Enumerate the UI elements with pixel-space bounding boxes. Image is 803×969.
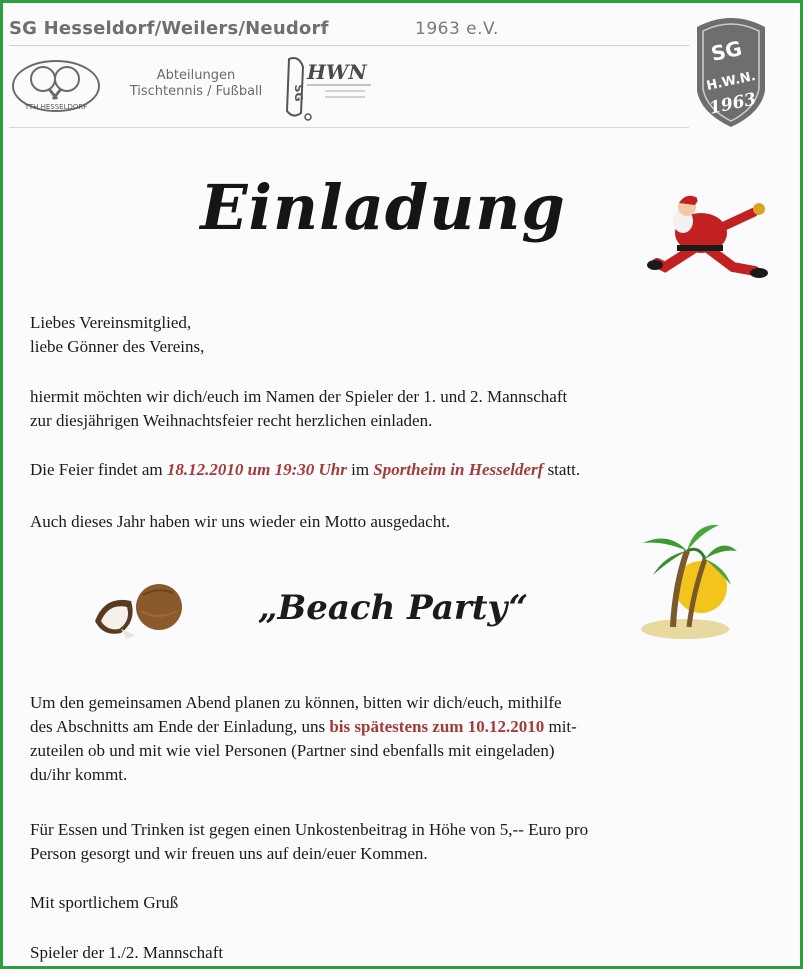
badge-hwn: H.W.N.: [705, 68, 758, 95]
intro-line1: hiermit möchten wir dich/euch im Namen der Spieler der 1. und 2. Mannschaft: [30, 387, 568, 406]
table-tennis-logo-icon: [11, 59, 103, 119]
rsvp-line3: zuteilen ob und mit wie viel Personen (Partner sind ebenfalls mit eingeladen): [30, 741, 555, 760]
santa-icon: [643, 193, 771, 293]
rsvp-line2-prefix: des Abschnitts am Ende der Einladung, uns: [30, 717, 330, 736]
greeting-line1: Liebes Vereinsmitglied,: [30, 313, 192, 332]
hwn-logo-icon: [281, 53, 377, 129]
closing: Mit sportlichem Gruß: [30, 893, 179, 912]
hwn-logo-sg: SG: [292, 84, 305, 102]
departments-line1: Abteilungen: [156, 68, 236, 83]
departments-line2: Tischtennis / Fußball: [129, 84, 263, 99]
club-badge-icon: [691, 13, 771, 135]
rsvp-line1: Um den gemeinsamen Abend planen zu können, bitten wir dich/euch, mithilfe: [30, 693, 562, 712]
rsvp-line2: [30, 715, 720, 739]
rsvp-line4: du/ihr kommt.: [30, 765, 128, 784]
event-prefix: Die Feier findet am: [30, 460, 167, 479]
header-divider-top: [9, 45, 689, 46]
event-paragraph: [30, 458, 720, 482]
page-title: Einladung: [200, 171, 566, 244]
motto-title: „Beach Party“: [257, 588, 529, 628]
costs-paragraph: [30, 818, 720, 866]
costs-line2: Person gesorgt und wir freuen uns auf dein/euer Kommen.: [30, 844, 428, 863]
palm-tree-icon: [635, 515, 739, 651]
badge-sg: SG: [708, 35, 745, 66]
signature: Spieler der 1./2. Mannschaft: [30, 943, 224, 962]
hwn-logo-text: HWN: [307, 60, 367, 84]
badge-year: 1963: [707, 89, 759, 119]
event-middle: im: [346, 460, 374, 479]
event-suffix: statt.: [543, 460, 581, 479]
event-date-time: 18.12.2010 um 19:30 Uhr: [166, 460, 347, 479]
intro-line2: zur diesjährigen Weihnachtsfeier recht herzlichen einladen.: [30, 411, 433, 430]
tt-logo-text: TTH HESSELDORF: [24, 103, 88, 111]
club-year: 1963 e.V.: [415, 19, 499, 39]
intro-paragraph: [30, 385, 720, 433]
motto-intro: Auch dieses Jahr haben wir uns wieder ein Motto ausgedacht.: [30, 512, 451, 531]
rsvp-line2-suffix: mit-: [544, 717, 577, 736]
header-divider-bottom: [9, 127, 689, 128]
club-name: SG Hesseldorf/Weilers/Neudorf: [9, 18, 329, 39]
greeting: [30, 311, 720, 359]
event-location: Sportheim in Hesselderf: [373, 460, 544, 479]
departments: [111, 68, 281, 100]
rsvp-paragraph: [30, 691, 720, 787]
greeting-line2: liebe Gönner des Vereins,: [30, 337, 205, 356]
rsvp-deadline: bis spätestens zum 10.12.2010: [329, 717, 545, 736]
costs-line1: Für Essen und Trinken ist gegen einen Unkostenbeitrag in Höhe von 5,-- Euro pro: [30, 820, 589, 839]
